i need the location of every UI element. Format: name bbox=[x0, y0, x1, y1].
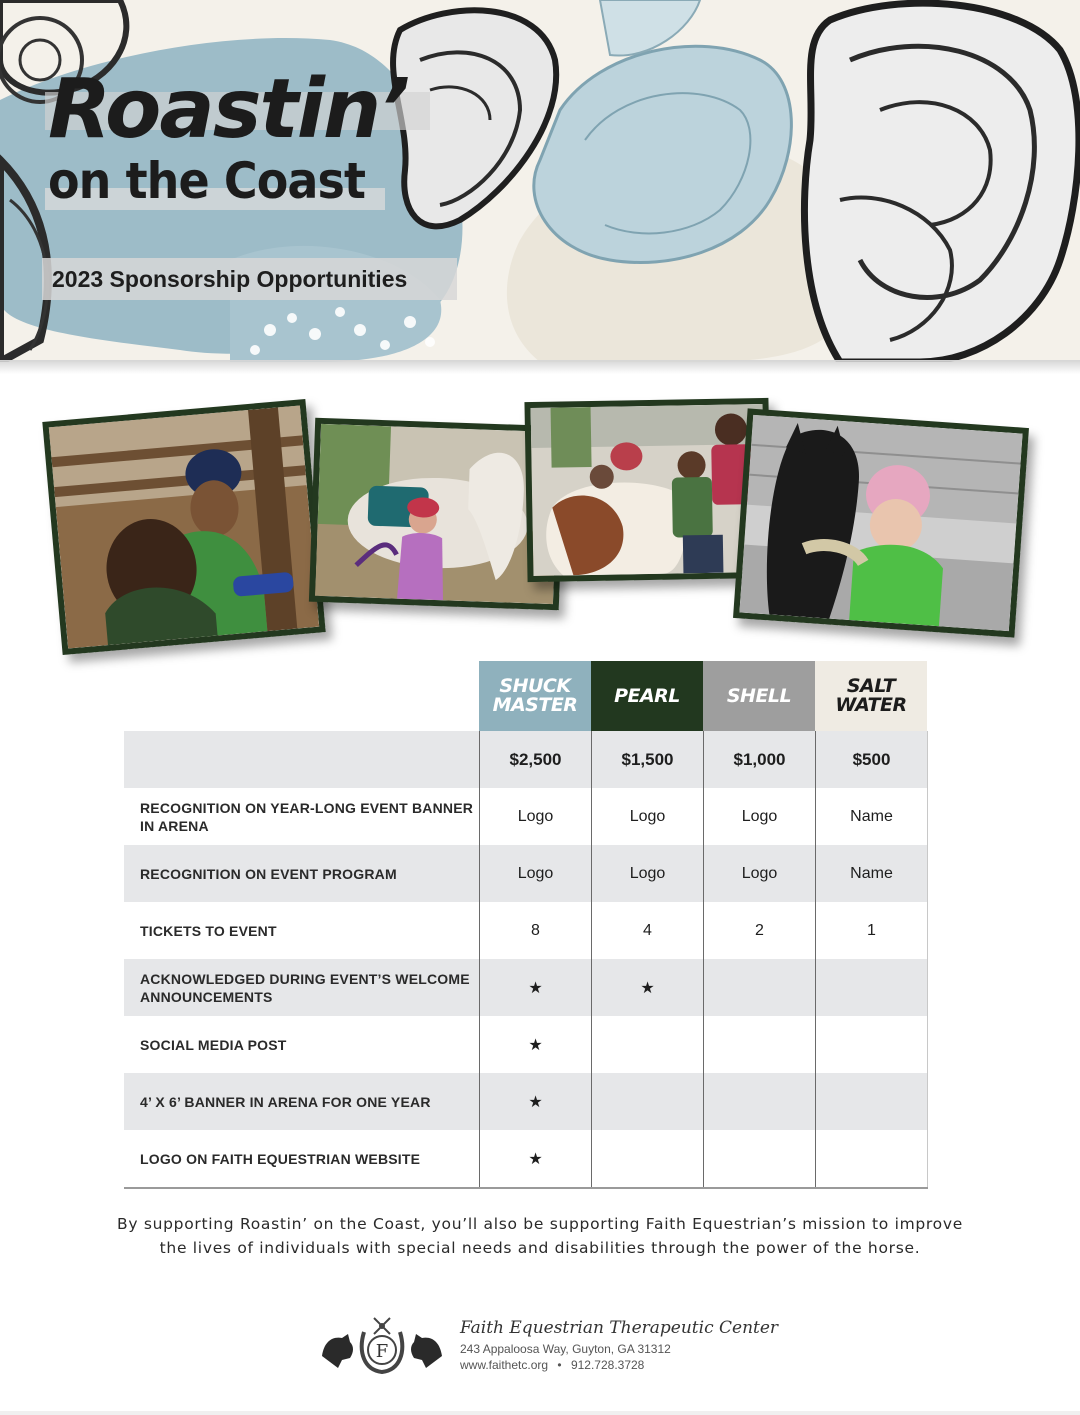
star-icon: ★ bbox=[480, 1130, 592, 1188]
star-icon: ★ bbox=[592, 959, 704, 1016]
benefit-cell bbox=[704, 1073, 816, 1130]
benefit-cell: Logo bbox=[480, 788, 592, 845]
benefit-cell: Logo bbox=[704, 845, 816, 902]
mission-statement bbox=[60, 1212, 1020, 1260]
benefit-cell bbox=[704, 959, 816, 1016]
org-website[interactable]: www.faithetc.org bbox=[460, 1358, 549, 1372]
benefits-table bbox=[124, 731, 928, 1189]
price-cell: $1,000 bbox=[704, 731, 816, 788]
benefit-cell: 8 bbox=[480, 902, 592, 959]
price-cell: $1,500 bbox=[592, 731, 704, 788]
benefit-cell bbox=[704, 1016, 816, 1073]
faith-equestrian-logo bbox=[318, 1312, 446, 1376]
benefit-cell bbox=[592, 1130, 704, 1188]
benefit-label: ACKNOWLEDGED DURING EVENT’S WELCOME ANNOUNCEMENTS bbox=[124, 959, 480, 1016]
benefit-cell bbox=[592, 1016, 704, 1073]
tier-shuck-master: SHUCK MASTER bbox=[479, 661, 591, 731]
separator: • bbox=[557, 1358, 562, 1372]
org-phone[interactable]: 912.728.3728 bbox=[570, 1358, 645, 1372]
price-cell: $500 bbox=[816, 731, 928, 788]
mission-line: By supporting Roastin’ on the Coast, you’ll also be supporting Faith Equestrian’s mission to improve bbox=[117, 1215, 963, 1233]
benefit-cell bbox=[816, 959, 928, 1016]
table-row bbox=[124, 1073, 928, 1130]
table-row bbox=[124, 788, 928, 845]
page-edge bbox=[0, 1411, 1080, 1415]
benefit-cell bbox=[816, 1073, 928, 1130]
benefit-cell bbox=[592, 1073, 704, 1130]
benefit-label: RECOGNITION ON YEAR-LONG EVENT BANNER IN ARENA bbox=[124, 788, 480, 845]
benefit-cell: Logo bbox=[592, 788, 704, 845]
benefit-cell: 2 bbox=[704, 902, 816, 959]
org-contact bbox=[460, 1358, 644, 1372]
table-row bbox=[124, 959, 928, 1016]
table-row bbox=[124, 902, 928, 959]
tier-salt-water: SALT WATER bbox=[815, 661, 927, 731]
tier-pearl: PEARL bbox=[591, 661, 703, 731]
benefit-label: 4’ X 6’ BANNER IN ARENA FOR ONE YEAR bbox=[124, 1073, 480, 1130]
table-row bbox=[124, 1016, 928, 1073]
benefit-cell: Logo bbox=[704, 788, 816, 845]
price-row-label bbox=[124, 731, 480, 788]
header-banner bbox=[0, 0, 1080, 362]
benefit-label: SOCIAL MEDIA POST bbox=[124, 1016, 480, 1073]
benefit-label: LOGO ON FAITH EQUESTRIAN WEBSITE bbox=[124, 1130, 480, 1188]
benefit-cell: 1 bbox=[816, 902, 928, 959]
benefit-cell: Name bbox=[816, 845, 928, 902]
benefit-cell: Name bbox=[816, 788, 928, 845]
benefit-cell: Logo bbox=[592, 845, 704, 902]
star-icon: ★ bbox=[480, 1073, 592, 1130]
benefit-cell: Logo bbox=[480, 845, 592, 902]
star-icon: ★ bbox=[480, 959, 592, 1016]
benefit-label: TICKETS TO EVENT bbox=[124, 902, 480, 959]
event-title-line2: on the Coast bbox=[48, 152, 366, 210]
benefit-cell bbox=[816, 1016, 928, 1073]
tier-header bbox=[479, 661, 927, 731]
tier-shell: SHELL bbox=[703, 661, 815, 731]
event-title: Roastin’ bbox=[48, 62, 409, 157]
star-icon: ★ bbox=[480, 1016, 592, 1073]
table-row bbox=[124, 845, 928, 902]
photo-girl-hugging-horse bbox=[733, 408, 1029, 637]
benefit-cell: 4 bbox=[592, 902, 704, 959]
page-subtitle: 2023 Sponsorship Opportunities bbox=[42, 258, 457, 300]
benefit-cell bbox=[704, 1130, 816, 1188]
org-address: 243 Appaloosa Way, Guyton, GA 31312 bbox=[460, 1342, 671, 1356]
table-row bbox=[124, 1130, 928, 1188]
price-row bbox=[124, 731, 928, 788]
benefit-cell bbox=[816, 1130, 928, 1188]
price-cell: $2,500 bbox=[480, 731, 592, 788]
svg-text:F: F bbox=[375, 1341, 389, 1362]
mission-line: the lives of individuals with special needs and disabilities through the power of the horse. bbox=[159, 1239, 921, 1257]
org-name: Faith Equestrian Therapeutic Center bbox=[460, 1318, 779, 1338]
banner-shadow bbox=[0, 360, 1080, 374]
photo-helmet-fitting bbox=[42, 399, 325, 655]
benefit-label: RECOGNITION ON EVENT PROGRAM bbox=[124, 845, 480, 902]
photo-group-grooming-pony bbox=[524, 398, 771, 582]
